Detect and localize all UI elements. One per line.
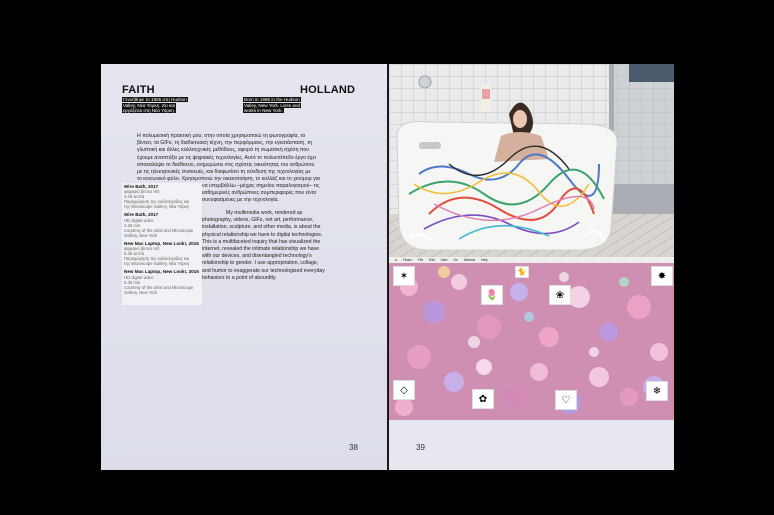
caption: Wire Bath, 2017 ψηφιακό βίντεο HD 4.26 λεπτά Παραχώρηση της καλλιτέχνιδας και της Microscope Gallery, Νέα Υόρκη: [124, 184, 190, 210]
mac-menubar: ● Finder File Edit View Go Window Help: [389, 257, 674, 263]
caption: New Mac Laptop, New Look!, 2016 HD digital video 5.35 min Courtesy of the artist and Microscope Gallery, New York: [124, 269, 199, 295]
bathroom-scene: [389, 64, 674, 257]
left-page: [101, 64, 387, 470]
bio-english: Born in 1985 in the Hudson Valley, New York. Lives and works in New York.: [244, 97, 301, 114]
artist-last-name: HOLLAND: [300, 84, 356, 96]
crystal-icon[interactable]: ✶: [393, 266, 415, 286]
cat-icon[interactable]: 🐈: [515, 266, 529, 278]
artwork-captions: [122, 183, 202, 305]
page-number-left: 38: [349, 443, 358, 452]
tulip-icon[interactable]: 🌷: [481, 285, 503, 305]
roses-icon[interactable]: ✿: [472, 389, 494, 409]
page-number-right: 39: [416, 443, 425, 452]
artist-first-name: FAITH: [122, 84, 155, 96]
statement-english: My multimedia work, rendered as photography, videos, GIFs, net art, performance, installation, sculpture, and other media, is about the physical relationship we have to digital technologies. This is a multifaceted inquiry that has visualized the internet, revealed the intimate relationship we have with our devices, and disentangled technology's relationship to gender. I use appropriation, collage, and humor to exaggerate our technologized everyday behaviors to a point of absurdity.: [202, 210, 325, 281]
statement-greek: Η πολυμεσική πρακτική μου, στην οποία χρησιμοποιώ τη φωτογραφία, το βίντεο, τα GIFs, τη διαδικτυακή τέχνη, την περφόρμανς, την εγκατάσταση, τη γλυπτική και άλλες καλλιτεχνικές μεθόδους, αφορά τη σωματική σχέση που έχουμε αναπτύξει με τις ψηφιακές τεχνολογίες. Αυτό το πολυεπίπεδο έργο έχει αποκαλύψει το διαδίκτυο, ενημερώσει στις σχέσεις οικειότητας του ανθρώπου με τις ηλεκτρονικές συσκευές, και διαφωτίσει τη σύνδεση της τεχνολογίας με το κοινωνικό φύλο. Χρησιμοποιώ την οικειοποίηση, το κολλάζ και το χιούμορ για: [137, 133, 320, 183]
ornament-icon[interactable]: ✸: [651, 266, 673, 286]
snowflake-icon[interactable]: ❄: [646, 381, 668, 401]
caption: New Mac Laptop, New Look!, 2016 ψηφιακό βίντεο HD 5.35 λεπτά Παραχώρηση της καλλιτέχνιδας και της Microscope Gallery, Νέα Υόρκη: [124, 240, 199, 267]
right-page: [389, 64, 674, 470]
bio-greek: Γεννήθηκε το 1985 στη Hudson Valley, Νέα Υόρκη. Ζει και εργάζεται στη Νέα Υόρκη.: [123, 97, 187, 114]
statement-greek-cont: να υπερβάλλω –μέχρις σημείου παραλογισμού– τις καθημερινές ανθρώπινες συμπεριφορές που είναι συνυφασμένες με την τεχνολογία.: [202, 183, 320, 204]
caption: Wire Bath, 2017 HD digital video 4.26 min Courtesy of the artist and Microscope Gallery, New York: [124, 212, 194, 238]
glitter-wallpaper: [389, 257, 674, 420]
wire-bath-photo: [389, 64, 674, 257]
flower-icon[interactable]: ❀: [549, 285, 571, 305]
diamond-icon[interactable]: ◇: [393, 380, 415, 400]
apple-icon: ●: [395, 258, 397, 262]
mac-desktop-screenshot: [389, 257, 674, 420]
book-spread: [101, 64, 674, 470]
hearts-icon[interactable]: ♡: [555, 390, 577, 410]
